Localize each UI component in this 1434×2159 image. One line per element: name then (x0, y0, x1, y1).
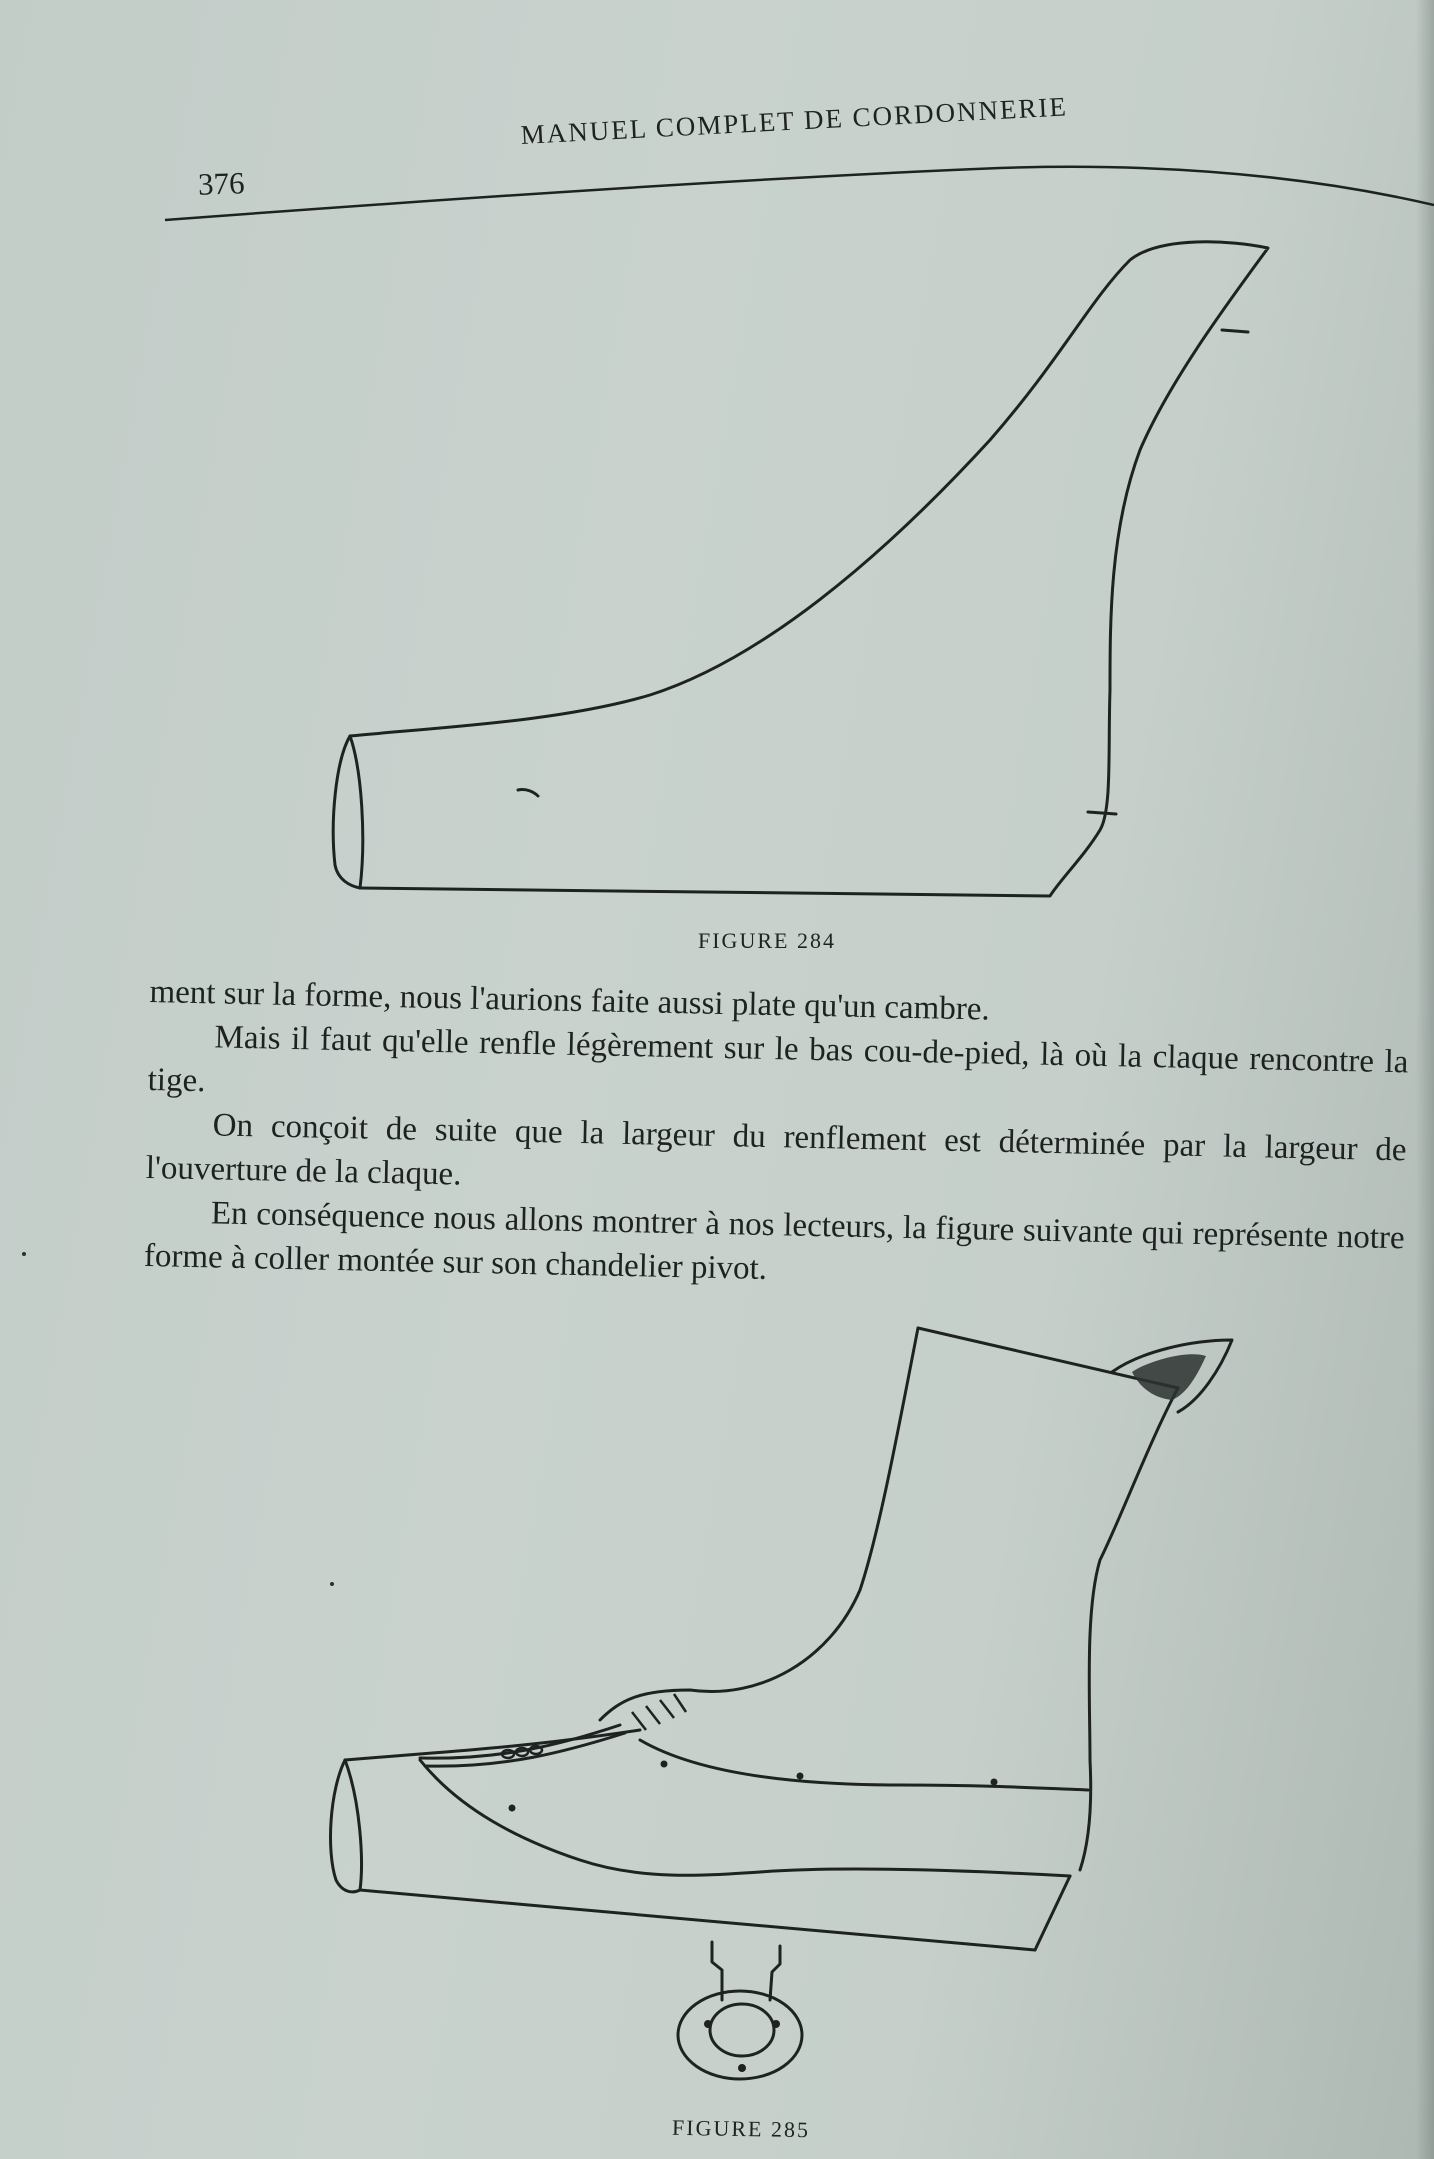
paper-speck (22, 1252, 26, 1256)
paragraph: ment sur la forme, nous l'aurions faite aussi plate qu'un cambre. (149, 973, 991, 1028)
paragraph: Mais il faut qu'elle renfle légèrement sur le bas cou-de-pied, là où la claque rencontre la tige. (147, 1019, 1409, 1100)
paper-speck (330, 1582, 334, 1586)
page-number: 376 (197, 165, 246, 202)
figure-284-drawing (0, 0, 1434, 940)
paragraph: En conséquence nous allons montrer à nos lecteurs, la figure suivante qui représente notre forme à coller montée sur son chandelier pivot. (143, 1195, 1406, 1287)
figure-284-caption: FIGURE 284 (698, 928, 836, 953)
paragraph: On conçoit de suite que la largeur du renflement est déterminée par la largeur de l'ouverture de la claque. (145, 1107, 1407, 1193)
body-text (144, 970, 1410, 1304)
running-title: MANUEL COMPLET DE CORDONNERIE (520, 91, 1069, 150)
figure-285-caption: FIGURE 285 (671, 2114, 811, 2143)
